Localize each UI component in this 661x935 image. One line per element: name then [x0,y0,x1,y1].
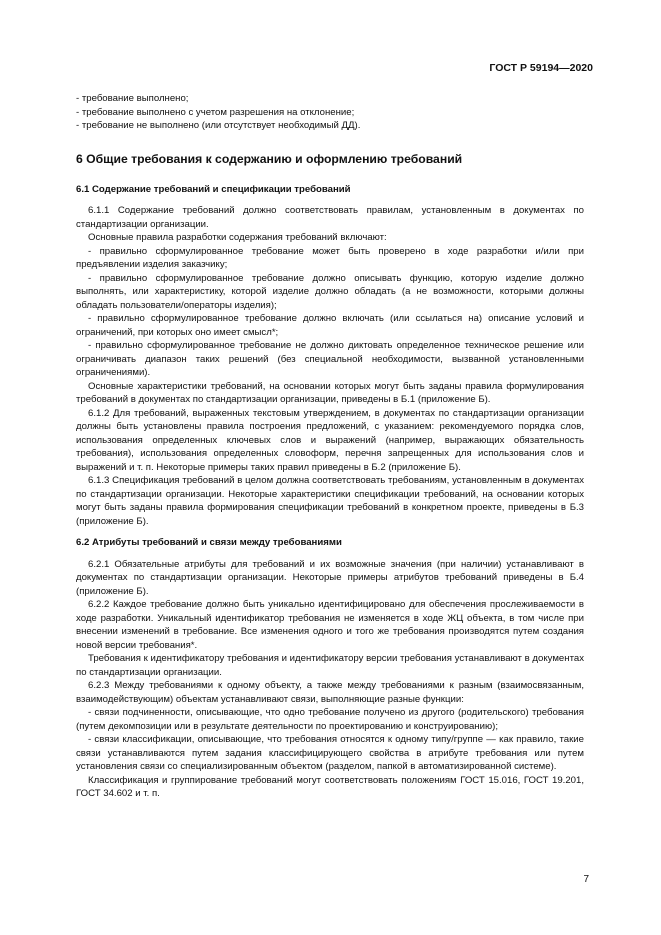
section-heading: 6 Общие требования к содержанию и оформлению требований [76,151,463,166]
list-item: - связи классификации, описывающие, что требования относятся к одному типу/группе — как правило, такие связи устанавливаются путем задания классифицирующего свойства в атрибуте требования или путем установления связи со специализированным объектом (разделом, папкой в автоматизированной системе). [76,734,584,772]
list-item: - требование выполнено с учетом разрешения на отклонение; [76,106,355,118]
document-code-header: ГОСТ Р 59194—2020 [489,62,593,74]
subsection-heading: 6.2 Атрибуты требований и связи между требованиями [76,537,342,548]
list-item: - правильно сформулированное требование может быть проверено в ходе разработки и/или при предъявлении изделия заказчику; [76,245,584,270]
paragraph: 6.1.1 Содержание требований должно соответствовать правилам, установленным в документах по стандартизации организации. [76,205,584,230]
list-item: - связи подчиненности, описывающие, что одно требование получено из другого (родительского) требования (путем декомпозиции или в результате деятельности по проектированию и конструированию); [76,707,584,732]
paragraph: 6.1.3 Спецификация требований в целом должна соответствовать требованиям, установленным в документах по стандартизации организации. Некоторые характеристики спецификации требований, на основании которых могут быть заданы правила формирования спецификации требований в конкретном проекте, приведены в Б.3 (приложение Б). [76,475,584,527]
paragraph: 6.2.2 Каждое требование должно быть уникально идентифицировано для обеспечения прослеживаемости в ходе разработки. Уникальный идентификатор требования не изменяется в ходе ЖЦ объекта, в том числе при внесении изменений в требование. Все изменения одного и того же требования производятся путем создания новой версии требования*. [76,599,584,651]
list-item: - требование выполнено; [76,93,189,104]
paragraph: 6.2.3 Между требованиями к одному объекту, а также между требованиями к разным (взаимосвязанным, взаимодействующим) объектам устанавливают связи, выполняющие разные функции: [76,680,584,705]
paragraph: 6.2.1 Обязательные атрибуты для требований и их возможные значения (при наличии) устанавливают в документах по стандартизации организации. Некоторые примеры атрибутов требований приведены в Б.4 (приложение Б). [76,558,584,597]
paragraph: Основные характеристики требований, на основании которых могут быть заданы правила формулирования требований в документах по стандартизации организации, приведены в Б.1 (приложение Б). [76,380,584,405]
paragraph: 6.1.2 Для требований, выраженных текстовым утверждением, в документах по стандартизации организации должны быть установлены правила построения предложений, с указанием: рекомендуемого порядка слов, использования определенных ключевых слов и выражений (например, выражающих обязательность требования), использования определенных словоформ, перечня запрещенных для использования слов и выражений и т. п. Некоторые примеры таких правил приведены в Б.2 (приложение Б). [76,407,584,473]
paragraph: Классификация и группирование требований могут соответствовать положениям ГОСТ 15.016, ГОСТ 19.201, ГОСТ 34.602 и т. п. [76,774,584,799]
paragraph: Требования к идентификатору требования и идентификатору версии требования устанавливают в документах по стандартизации организации. [76,653,584,678]
page-content [76,92,584,801]
page-number: 7 [583,874,589,885]
list-item: - правильно сформулированное требование должно описывать функцию, которую изделие должно выполнять, или характеристику, которой изделие должно обладать (а не возможности, которыми должны обладать пользователи/операторы изделия); [76,272,584,311]
subsection-heading: 6.1 Содержание требований и спецификации требований [76,183,351,195]
list-item: - требование не выполнено (или отсутствует необходимый ДД). [76,120,361,131]
list-item: - правильно сформулированное требование должно включать (или ссылаться на) описание условий и ограничений, при которых оно имеет смысл*; [76,313,584,338]
list-item: - правильно сформулированное требование не должно диктовать определенное техническое решение или ограничивать диапазон таких решений (без специальной необходимости, вызванной установленными ограничениями). [76,340,584,378]
paragraph: Основные правила разработки содержания требований включают: [88,232,387,243]
